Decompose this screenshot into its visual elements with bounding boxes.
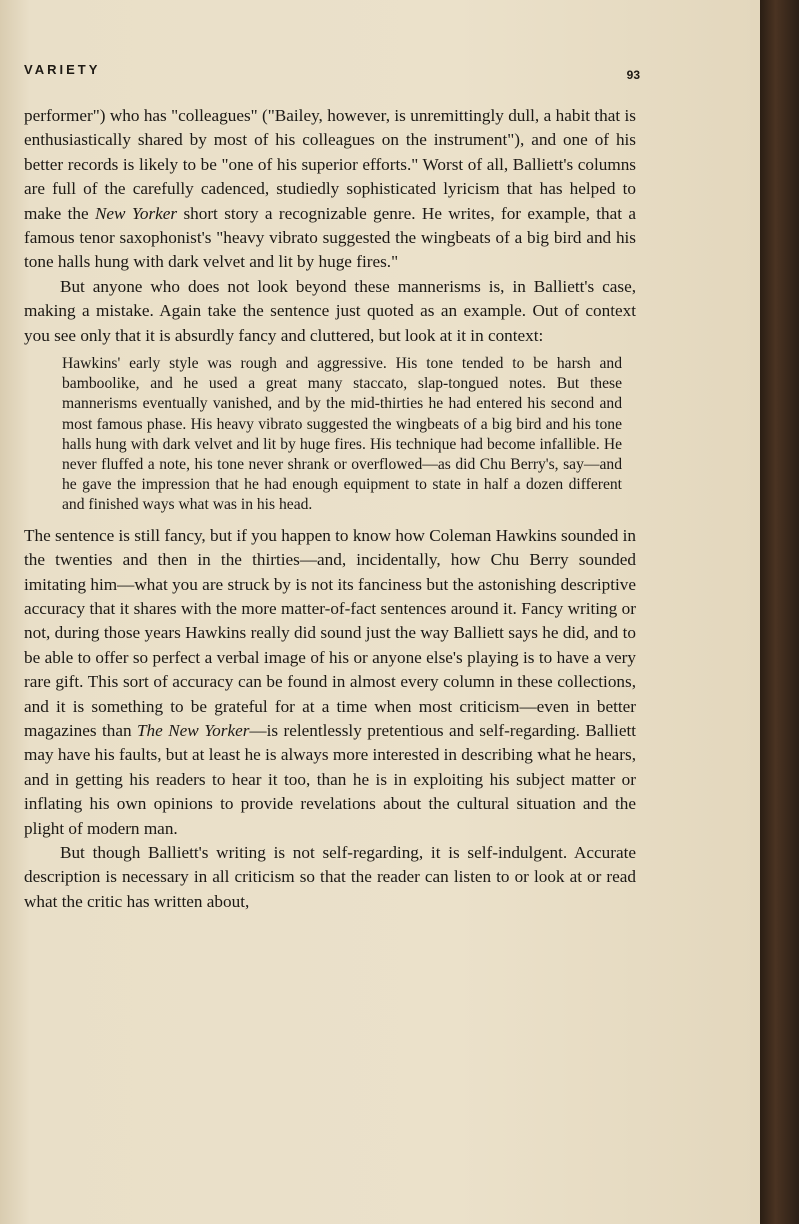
block-quote: Hawkins' early style was rough and aggressive. His tone tended to be harsh and bamboolike, and he used a great many staccato, slap-tongued notes. But these mannerisms eventually vanished, and by the mid-thirties he had entered his second and most famous phase. His heavy vibrato suggested the wingbeats of a big bird and his tone halls hung with dark velvet and lit by huge fires. His technique had become infallible. He never fluffed a note, his tone never shrank or overflowed—as did Chu Berry's, say—and he gave the impression that he had enough equipment to state in half a dozen different and finished ways what was in his head. xyxy=(62,355,622,514)
paragraph-1: performer") who has "colleagues" ("Bailey, however, is unremittingly dull, a habit that is enthusiastically shared by most of his colleagues on the instrument"), and one of his better records is likely to be "one of his superior efforts." Worst of all, Balliett's columns are full of the carefully cadenced, studiedly sophisticated lyricism that has helped to make the New Yorker short story a recognizable genre. He writes, for example, that a famous tenor saxophonist's "heavy vibrato suggested the wingbeats of a big bird and his tone halls hung with dark velvet and lit by huge fires." xyxy=(24,106,637,272)
running-head: VARIETY xyxy=(24,62,101,77)
body-text xyxy=(24,104,636,914)
paragraph-3: The sentence is still fancy, but if you happen to know how Coleman Hawkins sounded in the twenties and then in the thirties—and, incidentally, how Chu Berry sounded imitating him—what you are struck by is not its fanciness but the astonishing descriptive accuracy that it shares with the more matter-of-fact sentences around it. Fancy writing or not, during those years Hawkins really did sound just the way Balliett says he did, and to be able to offer so perfect a verbal image of his or anyone else's playing is to have a very rare gift. This sort of accuracy can be found in almost every column in these collections, and it is something to be grateful for at a time when most criticism—even in better magazines than The New Yorker—is relentlessly pretentious and self-regarding. Balliett may have his faults, but at least he is always more interested in describing what he hears, and in getting his readers to hear it too, than he is in exploiting his subject matter or inflating his own opinions to provide revelations about the cultural situation and the plight of modern man. xyxy=(24,525,636,838)
page-number: 93 xyxy=(626,68,640,82)
italic-title: New Yorker xyxy=(94,203,178,223)
book-spine-edge xyxy=(760,0,799,1224)
paragraph-4: But though Balliett's writing is not self-regarding, it is self-indulgent. Accurate description is necessary in all criticism so that the reader can listen to or look at or read what the critic has written about, xyxy=(24,842,636,911)
italic-title: The New Yorker xyxy=(137,720,250,740)
paragraph-2: But anyone who does not look beyond these mannerisms is, in Balliett's case, making a mistake. Again take the sentence just quoted as an example. Out of context you see only that it is absurdly fancy and cluttered, but look at it in context: xyxy=(24,276,636,345)
